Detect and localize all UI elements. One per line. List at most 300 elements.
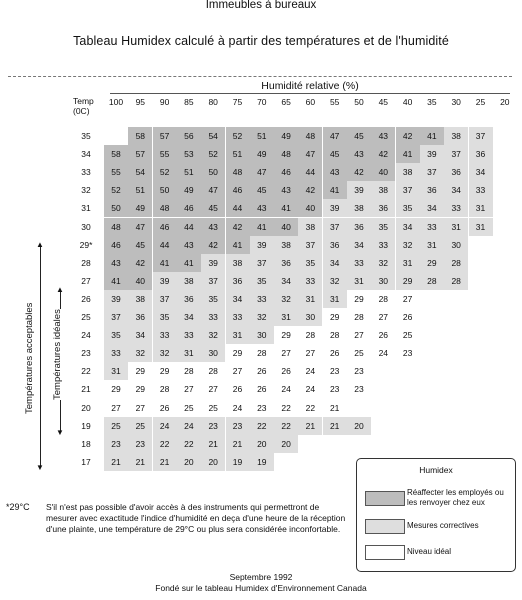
humidex-cell: 21 bbox=[226, 435, 250, 453]
humidex-cell: 24 bbox=[378, 348, 389, 359]
humidex-cell: 26 bbox=[281, 366, 291, 377]
humidity-column-header: 65 bbox=[281, 97, 291, 107]
humidex-cell: 21 bbox=[201, 435, 225, 453]
humidex-cell: 34 bbox=[469, 163, 493, 181]
humidex-cell: 54 bbox=[128, 163, 152, 181]
humidex-cell: 51 bbox=[177, 163, 201, 181]
humidex-cell: 31 bbox=[298, 290, 322, 308]
humidex-cell: 33 bbox=[104, 344, 128, 362]
humidex-cell: 36 bbox=[128, 308, 152, 326]
humidex-cell: 47 bbox=[298, 145, 322, 163]
humidex-cell: 27 bbox=[281, 348, 291, 359]
humidex-cell: 29 bbox=[281, 330, 291, 341]
humidity-column-header: 90 bbox=[159, 97, 170, 107]
temperature-row-label: 19 bbox=[81, 420, 91, 431]
humidex-cell: 23 bbox=[257, 402, 267, 413]
legend-label-reassign: Réaffecter les employés ou les renvoyer chez eux bbox=[407, 488, 504, 507]
humidex-cell: 23 bbox=[402, 348, 413, 359]
humidex-cell: 49 bbox=[128, 199, 152, 217]
humidex-cell: 28 bbox=[329, 330, 340, 341]
temperature-row-label: 22 bbox=[81, 366, 91, 377]
humidex-cell: 41 bbox=[323, 181, 347, 199]
humidex-cell: 54 bbox=[201, 127, 225, 145]
humidex-cell: 27 bbox=[208, 384, 218, 395]
humidex-cell: 37 bbox=[323, 218, 347, 236]
temperature-row-label: 27 bbox=[81, 275, 91, 286]
humidex-cell: 47 bbox=[323, 127, 347, 145]
humidex-cell: 31 bbox=[323, 290, 347, 308]
humidex-cell: 32 bbox=[153, 344, 177, 362]
arrow-down-icon: ▼ bbox=[36, 463, 44, 472]
humidex-cell: 24 bbox=[281, 384, 291, 395]
humidex-cell: 30 bbox=[444, 236, 468, 254]
humidex-cell: 46 bbox=[104, 236, 128, 254]
humidex-cell: 21 bbox=[153, 453, 177, 471]
humidex-cell: 23 bbox=[329, 366, 340, 377]
humidex-cell: 33 bbox=[201, 308, 225, 326]
footer-source: Fondé sur le tableau Humidex d'Environnement Canada bbox=[155, 583, 367, 593]
humidex-cell: 24 bbox=[177, 417, 201, 435]
humidex-cell: 20 bbox=[177, 453, 201, 471]
humidex-cell: 49 bbox=[177, 181, 201, 199]
humidex-cell: 25 bbox=[354, 348, 364, 359]
humidex-cell: 24 bbox=[232, 402, 243, 413]
humidex-cell: 42 bbox=[396, 127, 420, 145]
humidex-cell: 53 bbox=[177, 145, 201, 163]
humidex-cell: 52 bbox=[201, 145, 225, 163]
humidex-cell: 36 bbox=[371, 199, 395, 217]
temperature-row-label: 29* bbox=[79, 239, 93, 250]
humidity-column-header: 20 bbox=[500, 97, 510, 107]
humidex-cell: 31 bbox=[347, 272, 371, 290]
humidex-cell: 42 bbox=[298, 181, 322, 199]
humidex-cell: 27 bbox=[135, 402, 146, 413]
humidex-cell: 48 bbox=[226, 163, 250, 181]
humidex-cell: 38 bbox=[128, 290, 152, 308]
humidex-cell: 33 bbox=[347, 254, 371, 272]
humidex-cell: 31 bbox=[226, 326, 250, 344]
humidex-cell: 23 bbox=[128, 435, 152, 453]
humidex-cell: 45 bbox=[323, 145, 347, 163]
footnote-marker: *29°C bbox=[6, 502, 30, 512]
humidex-cell: 33 bbox=[371, 236, 395, 254]
humidex-cell: 36 bbox=[444, 163, 468, 181]
humidex-cell: 25 bbox=[128, 417, 152, 435]
humidex-cell: 43 bbox=[250, 199, 274, 217]
temperature-row-label: 31 bbox=[81, 203, 91, 214]
humidex-cell: 32 bbox=[396, 236, 420, 254]
legend bbox=[356, 458, 516, 572]
table-title: Tableau Humidex calculé à partir des températures et de l'humidité bbox=[73, 34, 449, 48]
humidity-column-header: 35 bbox=[427, 97, 437, 107]
humidex-cell: 33 bbox=[250, 290, 274, 308]
humidex-cell: 23 bbox=[354, 384, 364, 395]
humidex-cell: 34 bbox=[444, 181, 468, 199]
temperature-row-label: 23 bbox=[81, 348, 91, 359]
arrow-up-icon: ▲ bbox=[56, 285, 64, 294]
humidex-cell: 41 bbox=[226, 236, 250, 254]
humidex-cell: 43 bbox=[274, 181, 298, 199]
humidex-cell: 25 bbox=[104, 417, 128, 435]
temperature-header-line2: (0C) bbox=[73, 106, 90, 116]
temperature-row-label: 20 bbox=[81, 402, 91, 413]
humidex-cell: 29 bbox=[135, 366, 146, 377]
humidex-cell: 37 bbox=[201, 272, 225, 290]
humidex-cell: 27 bbox=[354, 330, 364, 341]
humidex-cell: 49 bbox=[274, 127, 298, 145]
humidex-cell: 48 bbox=[274, 145, 298, 163]
humidity-axis-line bbox=[110, 93, 510, 94]
humidex-cell: 31 bbox=[444, 218, 468, 236]
humidex-cell: 41 bbox=[396, 145, 420, 163]
humidex-cell: 42 bbox=[347, 163, 371, 181]
humidex-cell: 47 bbox=[201, 181, 225, 199]
humidex-cell: 29 bbox=[420, 254, 444, 272]
humidex-cell: 43 bbox=[323, 163, 347, 181]
humidex-cell: 39 bbox=[347, 181, 371, 199]
footer-date: Septembre 1992 bbox=[229, 572, 293, 582]
temperature-row-label: 30 bbox=[81, 221, 91, 232]
humidity-column-header: 40 bbox=[402, 97, 413, 107]
humidex-cell: 33 bbox=[153, 326, 177, 344]
humidex-cell: 50 bbox=[201, 163, 225, 181]
humidex-cell: 40 bbox=[371, 163, 395, 181]
humidex-cell: 30 bbox=[371, 272, 395, 290]
humidex-cell: 34 bbox=[396, 218, 420, 236]
humidex-cell: 28 bbox=[444, 254, 468, 272]
humidex-cell: 50 bbox=[153, 181, 177, 199]
humidex-cell: 38 bbox=[444, 127, 468, 145]
humidex-cell: 34 bbox=[323, 254, 347, 272]
humidex-cell: 50 bbox=[104, 199, 128, 217]
humidex-cell: 36 bbox=[347, 218, 371, 236]
humidex-cell: 27 bbox=[184, 384, 194, 395]
humidity-column-header: 55 bbox=[329, 97, 340, 107]
temperature-row-label: 28 bbox=[81, 257, 91, 268]
humidex-cell: 51 bbox=[226, 145, 250, 163]
humidex-cell: 30 bbox=[201, 344, 225, 362]
humidex-cell: 28 bbox=[159, 384, 170, 395]
humidex-cell: 43 bbox=[347, 145, 371, 163]
humidex-cell: 34 bbox=[274, 272, 298, 290]
humidex-cell: 40 bbox=[274, 218, 298, 236]
humidex-cell: 34 bbox=[347, 236, 371, 254]
humidex-cell: 45 bbox=[250, 181, 274, 199]
humidex-cell: 38 bbox=[371, 181, 395, 199]
humidex-cell: 30 bbox=[250, 326, 274, 344]
humidex-cell: 34 bbox=[226, 290, 250, 308]
humidex-cell: 39 bbox=[104, 290, 128, 308]
humidex-cell: 25 bbox=[184, 402, 194, 413]
humidex-cell: 33 bbox=[298, 272, 322, 290]
temperature-row-label: 35 bbox=[81, 131, 91, 141]
humidex-cell: 31 bbox=[274, 308, 298, 326]
humidex-cell: 55 bbox=[153, 145, 177, 163]
footnote-text: S'il n'est pas possible d'avoir accès à des instruments qui permettront de mesurer avec exactitude l'indice d'humidité en deça d'une heure de la réception d'une plainte, une température de 29°C ou plus sera considérée inconfortable. bbox=[46, 502, 346, 534]
humidex-cell: 37 bbox=[298, 236, 322, 254]
humidex-cell: 49 bbox=[250, 145, 274, 163]
humidex-cell: 33 bbox=[177, 326, 201, 344]
humidex-cell: 35 bbox=[153, 308, 177, 326]
humidex-cell: 41 bbox=[250, 218, 274, 236]
humidity-column-header: 25 bbox=[475, 97, 486, 107]
humidex-cell: 23 bbox=[354, 366, 364, 377]
humidex-cell: 27 bbox=[232, 366, 243, 377]
temperature-row-label: 24 bbox=[81, 330, 91, 341]
humidex-cell: 26 bbox=[159, 402, 170, 413]
humidex-cell: 28 bbox=[208, 366, 218, 377]
humidity-column-header: 85 bbox=[184, 97, 194, 107]
humidex-cell: 42 bbox=[128, 254, 152, 272]
humidex-cell: 57 bbox=[153, 127, 177, 145]
humidex-cell: 39 bbox=[323, 199, 347, 217]
humidex-cell: 48 bbox=[298, 127, 322, 145]
humidex-cell: 37 bbox=[420, 163, 444, 181]
humidex-cell: 38 bbox=[226, 254, 250, 272]
humidex-cell: 35 bbox=[298, 254, 322, 272]
humidex-cell: 40 bbox=[128, 272, 152, 290]
humidex-cell: 20 bbox=[250, 435, 274, 453]
humidex-cell: 36 bbox=[177, 290, 201, 308]
humidex-cell: 26 bbox=[232, 384, 243, 395]
humidex-cell: 25 bbox=[208, 402, 218, 413]
humidex-cell: 23 bbox=[201, 417, 225, 435]
temperature-row-label: 26 bbox=[81, 293, 91, 304]
humidex-cell: 28 bbox=[354, 312, 364, 322]
humidity-axis-label: Humidité relative (%) bbox=[261, 80, 359, 92]
humidex-cell: 39 bbox=[420, 145, 444, 163]
humidex-cell: 33 bbox=[469, 181, 493, 199]
humidex-cell: 41 bbox=[420, 127, 444, 145]
humidex-cell: 20 bbox=[274, 435, 298, 453]
humidex-cell: 19 bbox=[226, 453, 250, 471]
humidex-cell: 46 bbox=[177, 199, 201, 217]
humidex-cell: 44 bbox=[298, 163, 322, 181]
humidex-cell: 38 bbox=[347, 199, 371, 217]
temperature-row-label: 34 bbox=[81, 149, 91, 160]
humidex-cell: 29 bbox=[135, 384, 146, 395]
humidex-cell: 30 bbox=[298, 308, 322, 326]
humidex-cell: 29 bbox=[354, 293, 364, 304]
humidex-cell: 44 bbox=[226, 199, 250, 217]
ideal-temperatures-label: Températures idéales bbox=[52, 309, 63, 400]
humidex-cell: 44 bbox=[153, 236, 177, 254]
temperature-row-label: 18 bbox=[81, 438, 91, 449]
humidex-cell: 35 bbox=[104, 326, 128, 344]
humidex-cell: 28 bbox=[305, 330, 316, 341]
humidity-column-header: 75 bbox=[232, 97, 243, 107]
humidity-column-header: 70 bbox=[257, 97, 267, 107]
humidex-cell: 32 bbox=[128, 344, 152, 362]
humidex-cell: 55 bbox=[104, 163, 128, 181]
legend-swatch-medium bbox=[365, 519, 405, 534]
humidex-cell: 46 bbox=[153, 218, 177, 236]
humidex-cell: 41 bbox=[153, 254, 177, 272]
humidex-cell: 24 bbox=[305, 384, 316, 395]
humidex-cell: 31 bbox=[469, 199, 493, 217]
humidex-cell: 28 bbox=[184, 366, 194, 377]
humidex-cell: 57 bbox=[128, 145, 152, 163]
humidex-cell: 36 bbox=[420, 181, 444, 199]
humidex-cell: 51 bbox=[128, 181, 152, 199]
humidex-cell: 41 bbox=[177, 254, 201, 272]
humidex-cell: 22 bbox=[281, 402, 291, 413]
humidex-cell: 29 bbox=[159, 366, 170, 377]
humidex-cell: 37 bbox=[104, 308, 128, 326]
humidex-cell: 37 bbox=[444, 145, 468, 163]
humidex-cell: 37 bbox=[250, 254, 274, 272]
humidex-cell: 24 bbox=[153, 417, 177, 435]
humidex-cell: 32 bbox=[323, 272, 347, 290]
acceptable-temperatures-label: Températures acceptables bbox=[24, 302, 35, 414]
humidex-cell: 29 bbox=[111, 384, 121, 395]
humidex-cell: 41 bbox=[274, 199, 298, 217]
humidex-cell: 43 bbox=[371, 127, 395, 145]
humidex-cell: 26 bbox=[257, 384, 267, 395]
humidex-cell: 34 bbox=[420, 199, 444, 217]
legend-swatch-ideal bbox=[365, 545, 405, 560]
humidex-cell: 22 bbox=[305, 402, 316, 413]
humidex-cell: 32 bbox=[274, 290, 298, 308]
humidex-cell: 31 bbox=[420, 236, 444, 254]
humidex-cell: 51 bbox=[250, 127, 274, 145]
humidity-column-header: 45 bbox=[378, 97, 389, 107]
humidex-cell: 33 bbox=[226, 308, 250, 326]
humidex-cell: 29 bbox=[232, 348, 243, 359]
arrow-down-icon: ▼ bbox=[56, 428, 64, 437]
humidex-cell: 42 bbox=[201, 236, 225, 254]
humidex-cell: 33 bbox=[420, 218, 444, 236]
humidex-cell: 46 bbox=[274, 163, 298, 181]
humidex-cell: 34 bbox=[177, 308, 201, 326]
humidex-cell: 22 bbox=[250, 417, 274, 435]
humidex-cell: 21 bbox=[128, 453, 152, 471]
humidex-cell: 23 bbox=[329, 384, 340, 395]
humidex-cell: 37 bbox=[153, 290, 177, 308]
humidex-cell: 23 bbox=[104, 435, 128, 453]
humidex-cell: 42 bbox=[226, 218, 250, 236]
humidex-cell: 22 bbox=[153, 435, 177, 453]
humidex-cell: 28 bbox=[257, 348, 267, 359]
humidex-cell: 25 bbox=[402, 330, 413, 341]
humidex-cell: 47 bbox=[250, 163, 274, 181]
temperature-row-label: 17 bbox=[81, 456, 91, 467]
humidex-cell: 35 bbox=[396, 199, 420, 217]
humidex-cell: 38 bbox=[177, 272, 201, 290]
divider bbox=[8, 76, 512, 77]
humidex-cell: 27 bbox=[111, 402, 121, 413]
humidex-cell: 21 bbox=[323, 417, 347, 435]
humidex-cell: 36 bbox=[226, 272, 250, 290]
humidex-cell: 56 bbox=[177, 127, 201, 145]
humidex-cell: 26 bbox=[257, 366, 267, 377]
temperature-column-header bbox=[73, 96, 94, 116]
humidex-cell: 20 bbox=[347, 417, 371, 435]
humidex-cell: 52 bbox=[226, 127, 250, 145]
humidex-cell: 26 bbox=[329, 348, 340, 359]
humidex-cell: 21 bbox=[104, 453, 128, 471]
humidex-cell: 26 bbox=[402, 312, 413, 322]
humidex-cell: 52 bbox=[153, 163, 177, 181]
humidex-cell: 32 bbox=[201, 326, 225, 344]
humidex-cell: 22 bbox=[177, 435, 201, 453]
humidex-cell: 29 bbox=[396, 272, 420, 290]
humidex-cell: 24 bbox=[305, 366, 316, 377]
humidex-cell: 42 bbox=[371, 145, 395, 163]
humidex-cell: 39 bbox=[153, 272, 177, 290]
humidex-cell: 26 bbox=[378, 330, 389, 341]
humidex-cell: 31 bbox=[104, 362, 128, 380]
humidex-cell: 43 bbox=[201, 218, 225, 236]
humidex-cell: 37 bbox=[396, 181, 420, 199]
humidex-cell: 58 bbox=[104, 145, 128, 163]
humidex-cell: 38 bbox=[274, 236, 298, 254]
temperature-header-line1: Temp bbox=[73, 96, 94, 106]
humidex-cell: 43 bbox=[177, 236, 201, 254]
legend-title: Humidex bbox=[419, 465, 453, 475]
humidex-cell: 38 bbox=[396, 163, 420, 181]
humidex-cell: 43 bbox=[104, 254, 128, 272]
legend-label-ideal: Niveau idéal bbox=[407, 547, 452, 556]
humidex-cell: 27 bbox=[305, 348, 316, 359]
humidex-cell: 33 bbox=[444, 199, 468, 217]
humidex-cell: 28 bbox=[420, 272, 444, 290]
temperature-row-label: 25 bbox=[81, 312, 91, 322]
humidex-cell: 41 bbox=[104, 272, 128, 290]
humidex-cell: 39 bbox=[250, 236, 274, 254]
humidex-cell: 31 bbox=[177, 344, 201, 362]
humidex-cell: 36 bbox=[323, 236, 347, 254]
humidex-cell: 52 bbox=[104, 181, 128, 199]
arrow-up-icon: ▲ bbox=[36, 240, 44, 249]
legend-label-corrective: Mesures correctives bbox=[407, 521, 479, 530]
humidex-cell: 20 bbox=[201, 453, 225, 471]
humidity-column-header: 95 bbox=[135, 97, 146, 107]
humidex-cell: 28 bbox=[444, 272, 468, 290]
humidex-cell: 28 bbox=[378, 293, 389, 304]
humidity-column-header: 60 bbox=[305, 97, 316, 107]
temperature-row-label: 21 bbox=[81, 384, 91, 395]
humidex-cell: 22 bbox=[274, 417, 298, 435]
humidex-cell: 21 bbox=[329, 402, 340, 413]
humidex-cell: 19 bbox=[250, 453, 274, 471]
humidex-cell: 45 bbox=[347, 127, 371, 145]
humidex-cell: 58 bbox=[128, 127, 152, 145]
temperature-row-label: 32 bbox=[81, 185, 91, 196]
temperature-row-label: 33 bbox=[81, 167, 91, 178]
humidex-cell: 46 bbox=[226, 181, 250, 199]
humidex-cell: 23 bbox=[226, 417, 250, 435]
humidex-cell: 21 bbox=[298, 417, 322, 435]
humidex-cell: 32 bbox=[250, 308, 274, 326]
legend-swatch-dark bbox=[365, 491, 405, 506]
humidex-cell: 40 bbox=[298, 199, 322, 217]
humidex-cell: 35 bbox=[201, 290, 225, 308]
humidex-cell: 45 bbox=[128, 236, 152, 254]
page-title: Immeubles à bureaux bbox=[205, 0, 317, 11]
humidex-cell: 36 bbox=[274, 254, 298, 272]
humidex-cell: 31 bbox=[396, 254, 420, 272]
humidex-cell: 29 bbox=[329, 312, 340, 322]
humidex-cell: 39 bbox=[201, 254, 225, 272]
humidity-column-header: 80 bbox=[208, 97, 218, 107]
humidex-cell: 44 bbox=[177, 218, 201, 236]
humidex-cell: 35 bbox=[371, 218, 395, 236]
humidex-cell: 38 bbox=[298, 218, 322, 236]
humidex-cell: 45 bbox=[201, 199, 225, 217]
humidity-column-header: 30 bbox=[451, 97, 461, 107]
humidex-cell: 34 bbox=[128, 326, 152, 344]
